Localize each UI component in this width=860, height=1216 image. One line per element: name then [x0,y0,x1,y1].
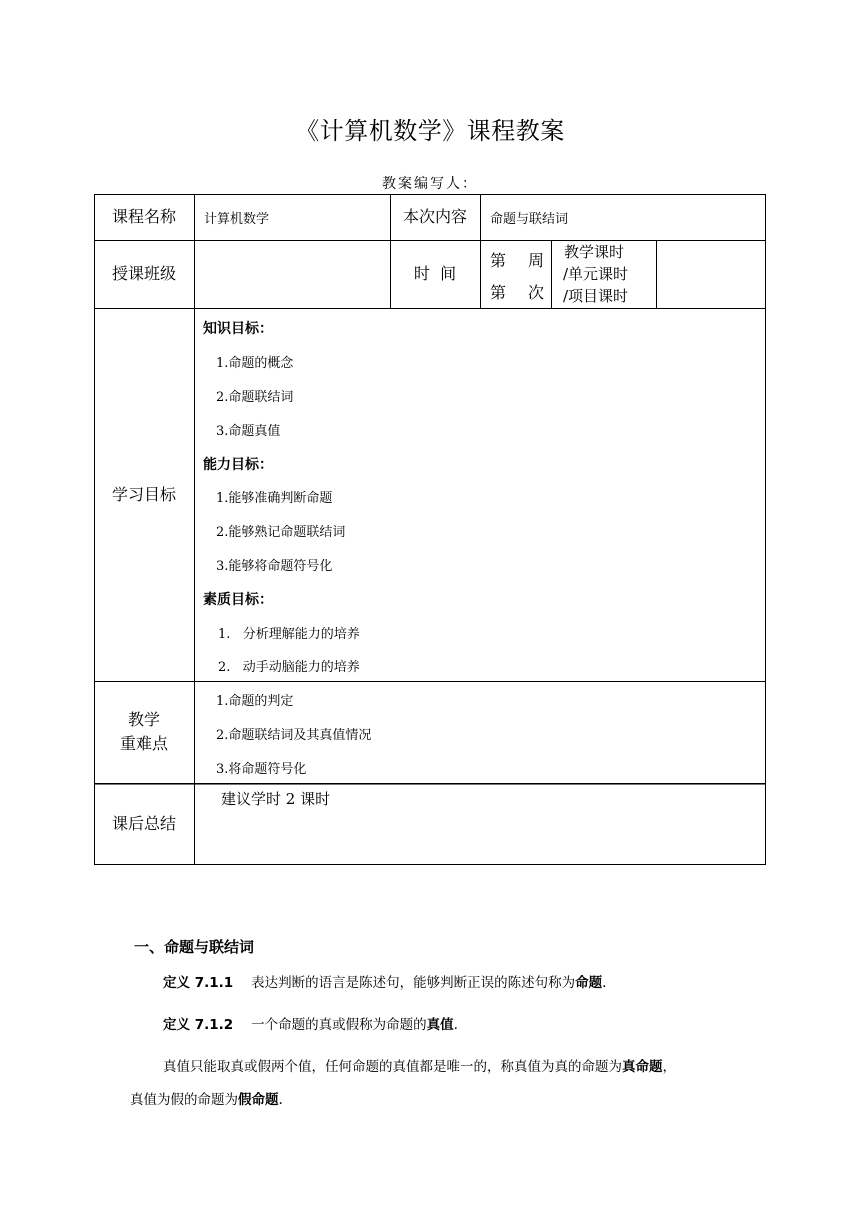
section-title: 一、命题与联结词 [134,938,255,956]
key-point-item: 2.命题联结词及其真值情况 [216,728,372,743]
definition-1-term: 命题 [575,975,603,991]
week-prefix: 第 [490,251,507,270]
key-point-item: 3.将命题符号化 [216,762,307,777]
quality-item: 2. 动手动脑能力的培养 [218,660,360,675]
key-points-label-line: 教学 [127,710,160,729]
table-col-rule [194,194,195,865]
count-prefix: 第 [490,283,507,302]
quality-heading: 素质目标： [203,592,273,608]
content-label: 本次内容 [402,207,467,226]
author-label: 教案编写人： [382,176,478,192]
summary-value: 建议学时 2 课时 [221,790,331,808]
knowledge-item: 2.命题联结词 [216,390,294,405]
paragraph-text: 真值为假的命题为 [130,1092,238,1108]
key-points-label [94,681,194,783]
table-col-rule [656,240,657,308]
class-label: 授课班级 [111,264,176,283]
definition-1-end: . [602,975,607,991]
definition-2 [163,1015,458,1035]
content-value: 命题与联结词 [490,211,569,227]
objectives-label: 学习目标 [111,484,176,504]
hours-label-line: 教学课时 [564,243,625,261]
hours-label-line: /项目课时 [563,287,629,305]
document-title: 《计算机数学》课程教案 [295,117,565,145]
definition-1-label: 定义 7.1.1 [163,975,234,991]
lesson-plan-table [94,194,766,865]
key-points-label-line: 重难点 [119,734,168,753]
count-suffix: 次 [528,283,545,302]
week-suffix: 周 [528,251,545,270]
definition-1 [163,973,606,993]
key-point-item: 1.命题的判定 [216,694,294,709]
summary-label: 课后总结 [111,814,176,833]
ability-heading: 能力目标： [203,457,273,473]
paragraph-term: 真命题 [622,1059,663,1075]
knowledge-item: 1.命题的概念 [216,356,294,371]
definition-2-term: 真值 [426,1017,454,1033]
knowledge-heading: 知识目标： [203,321,273,337]
hours-label-line: /单元课时 [563,265,629,283]
ability-item: 3.能够将命题符号化 [216,559,333,574]
hours-label [551,240,656,308]
definition-2-label: 定义 7.1.2 [163,1017,234,1033]
paragraph-line-2 [130,1090,283,1110]
course-name-label: 课程名称 [111,207,176,226]
definition-2-end: . [453,1017,458,1033]
paragraph-term: 假命题 [238,1092,279,1108]
ability-item: 2.能够熟记命题联结词 [216,525,346,540]
ability-item: 1.能够准确判断命题 [216,491,333,506]
definition-1-text: 表达判断的语言是陈述句，能够判断正误的陈述句称为 [251,975,576,991]
table-border-right [765,194,766,865]
paragraph-line-1 [163,1057,676,1077]
knowledge-item: 3.命题真值 [216,424,281,439]
paragraph-text: 真值只能取真或假两个值，任何命题的真值都是唯一的，称真值为真的命题为 [163,1059,622,1075]
time-label: 时 间 [413,264,457,283]
paragraph-comma: ， [662,1059,676,1075]
definition-2-text: 一个命题的真或假称为命题的 [251,1017,427,1033]
course-name-value: 计算机数学 [204,211,270,227]
paragraph-end: . [278,1092,283,1108]
quality-item: 1. 分析理解能力的培养 [218,627,360,642]
week-count-cell [480,240,551,308]
